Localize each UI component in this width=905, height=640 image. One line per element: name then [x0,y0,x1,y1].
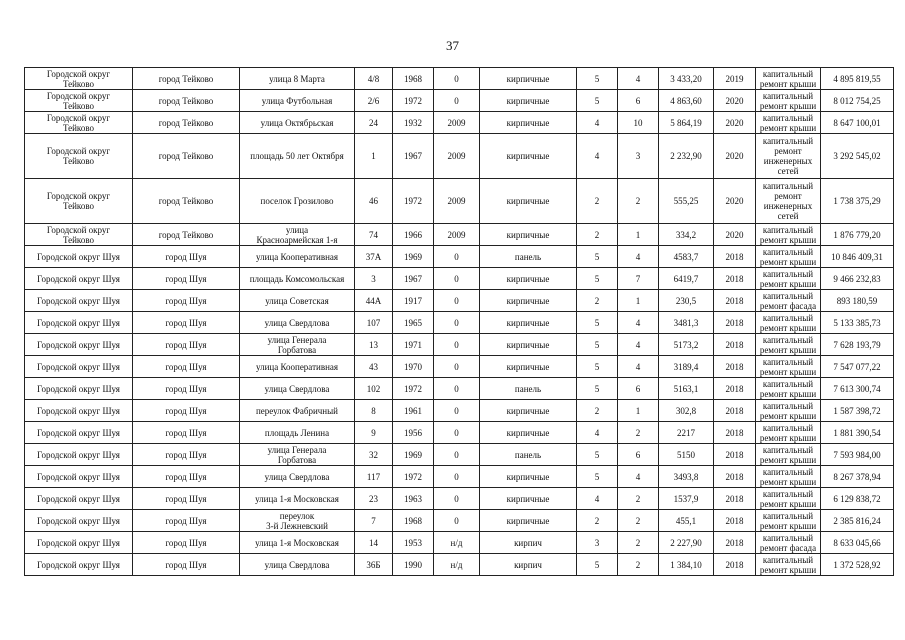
table-row [25,134,894,179]
cell-house-number: 13 [355,334,393,356]
cell-entrances: 4 [618,334,659,356]
cell-floors: 2 [577,179,618,224]
cell-floors: 2 [577,510,618,532]
cell-year-last-repair: н/д [434,532,480,554]
cell-locality: город Шуя [133,312,240,334]
table-row [25,224,894,246]
cell-locality: город Тейково [133,224,240,246]
cell-locality: город Тейково [133,112,240,134]
cell-cost: 10 846 409,31 [821,246,894,268]
cell-locality: город Шуя [133,488,240,510]
cell-entrances: 1 [618,290,659,312]
cell-entrances: 4 [618,356,659,378]
cell-cost: 8 267 378,94 [821,466,894,488]
cell-work-type: капитальный ремонт крыши [756,554,821,576]
cell-street: улица Октябрьская [240,112,355,134]
cell-locality: город Шуя [133,422,240,444]
cell-plan-year: 2020 [714,179,756,224]
cell-entrances: 4 [618,68,659,90]
cell-floors: 4 [577,488,618,510]
cell-work-type: капитальный ремонт крыши [756,112,821,134]
cell-cost: 4 895 819,55 [821,68,894,90]
cell-year-built: 1966 [393,224,434,246]
cell-cost: 1 881 390,54 [821,422,894,444]
cell-work-type: капитальный ремонт крыши [756,334,821,356]
cell-street: улица Кооперативная [240,356,355,378]
cell-municipality: Городской округ Шуя [25,356,133,378]
cell-year-last-repair: 0 [434,378,480,400]
cell-street: улица Футбольная [240,90,355,112]
cell-cost: 1 372 528,92 [821,554,894,576]
table-row [25,312,894,334]
table-body [25,68,894,576]
cell-year-built: 1971 [393,334,434,356]
cell-cost: 3 292 545,02 [821,134,894,179]
cell-plan-year: 2018 [714,466,756,488]
cell-locality: город Тейково [133,134,240,179]
cell-area: 3189,4 [659,356,714,378]
cell-work-type: капитальный ремонт крыши [756,268,821,290]
cell-plan-year: 2018 [714,312,756,334]
cell-plan-year: 2018 [714,246,756,268]
cell-street: переулок Фабричный [240,400,355,422]
cell-year-last-repair: 2009 [434,134,480,179]
cell-municipality: Городской округ Тейково [25,90,133,112]
cell-cost: 8 012 754,25 [821,90,894,112]
cell-work-type: капитальный ремонт крыши [756,246,821,268]
cell-plan-year: 2018 [714,554,756,576]
cell-area: 455,1 [659,510,714,532]
cell-wall-material: кирпичные [480,224,577,246]
cell-floors: 2 [577,400,618,422]
cell-house-number: 44А [355,290,393,312]
cell-locality: город Шуя [133,378,240,400]
table-row [25,378,894,400]
cell-house-number: 32 [355,444,393,466]
cell-wall-material: кирпичные [480,179,577,224]
cell-floors: 5 [577,554,618,576]
cell-year-last-repair: 0 [434,334,480,356]
cell-house-number: 14 [355,532,393,554]
cell-plan-year: 2020 [714,90,756,112]
table-row [25,444,894,466]
cell-wall-material: кирпичные [480,290,577,312]
cell-floors: 5 [577,246,618,268]
cell-floors: 5 [577,444,618,466]
cell-wall-material: кирпич [480,554,577,576]
table-row [25,422,894,444]
cell-year-built: 1956 [393,422,434,444]
cell-cost: 7 547 077,22 [821,356,894,378]
cell-work-type: капитальный ремонт крыши [756,510,821,532]
cell-work-type: капитальный ремонт крыши [756,378,821,400]
cell-year-built: 1953 [393,532,434,554]
cell-floors: 2 [577,224,618,246]
cell-area: 2217 [659,422,714,444]
cell-area: 5150 [659,444,714,466]
cell-municipality: Городской округ Шуя [25,290,133,312]
cell-entrances: 6 [618,90,659,112]
cell-plan-year: 2018 [714,510,756,532]
cell-municipality: Городской округ Шуя [25,334,133,356]
cell-house-number: 102 [355,378,393,400]
cell-year-built: 1972 [393,179,434,224]
cell-cost: 1 738 375,29 [821,179,894,224]
table-row [25,488,894,510]
cell-house-number: 74 [355,224,393,246]
cell-floors: 3 [577,532,618,554]
cell-locality: город Шуя [133,400,240,422]
cell-municipality: Городской округ Шуя [25,400,133,422]
cell-street: улица Свердлова [240,554,355,576]
cell-work-type: капитальный ремонт крыши [756,400,821,422]
cell-floors: 4 [577,134,618,179]
cell-entrances: 2 [618,179,659,224]
cell-street: улица Красноармейская 1-я [240,224,355,246]
cell-street: улица 1-я Московская [240,532,355,554]
cell-work-type: капитальный ремонт крыши [756,90,821,112]
cell-year-built: 1968 [393,68,434,90]
cell-wall-material: панель [480,378,577,400]
cell-house-number: 7 [355,510,393,532]
cell-plan-year: 2020 [714,224,756,246]
cell-work-type: капитальный ремонт крыши [756,224,821,246]
cell-municipality: Городской округ Тейково [25,224,133,246]
cell-year-built: 1972 [393,90,434,112]
cell-municipality: Городской округ Тейково [25,68,133,90]
cell-wall-material: кирпичные [480,400,577,422]
cell-plan-year: 2018 [714,422,756,444]
cell-street: поселок Грозилово [240,179,355,224]
cell-year-last-repair: 2009 [434,179,480,224]
cell-work-type: капитальный ремонт фасада [756,532,821,554]
cell-year-built: 1967 [393,268,434,290]
cell-area: 1537,9 [659,488,714,510]
cell-area: 5173,2 [659,334,714,356]
cell-year-last-repair: 0 [434,312,480,334]
cell-locality: город Шуя [133,356,240,378]
cell-municipality: Городской округ Шуя [25,422,133,444]
cell-year-last-repair: 0 [434,268,480,290]
cell-entrances: 2 [618,554,659,576]
cell-area: 555,25 [659,179,714,224]
cell-work-type: капитальный ремонт крыши [756,466,821,488]
cell-floors: 4 [577,112,618,134]
cell-floors: 5 [577,68,618,90]
cell-street: улица Свердлова [240,378,355,400]
cell-house-number: 24 [355,112,393,134]
cell-year-built: 1917 [393,290,434,312]
cell-year-last-repair: 0 [434,68,480,90]
cell-plan-year: 2019 [714,68,756,90]
cell-municipality: Городской округ Шуя [25,246,133,268]
cell-work-type: капитальный ремонт крыши [756,356,821,378]
table-row [25,179,894,224]
cell-cost: 1 876 779,20 [821,224,894,246]
cell-year-last-repair: 0 [434,290,480,312]
cell-cost: 7 593 984,00 [821,444,894,466]
cell-municipality: Городской округ Шуя [25,554,133,576]
cell-entrances: 6 [618,378,659,400]
cell-plan-year: 2018 [714,334,756,356]
cell-municipality: Городской округ Шуя [25,466,133,488]
page-number: 37 [446,38,459,53]
cell-house-number: 37А [355,246,393,268]
cell-municipality: Городской округ Шуя [25,268,133,290]
cell-year-built: 1972 [393,466,434,488]
cell-floors: 5 [577,334,618,356]
cell-wall-material: кирпичные [480,488,577,510]
cell-area: 6419,7 [659,268,714,290]
cell-cost: 7 613 300,74 [821,378,894,400]
cell-plan-year: 2018 [714,444,756,466]
cell-floors: 2 [577,290,618,312]
cell-wall-material: кирпичные [480,334,577,356]
cell-municipality: Городской округ Тейково [25,112,133,134]
table-row [25,356,894,378]
cell-municipality: Городской округ Шуя [25,532,133,554]
cell-street: переулок 3-й Лежневский [240,510,355,532]
table-row [25,112,894,134]
cell-year-last-repair: 0 [434,466,480,488]
cell-house-number: 117 [355,466,393,488]
cell-plan-year: 2018 [714,532,756,554]
cell-house-number: 9 [355,422,393,444]
cell-house-number: 3 [355,268,393,290]
table-row [25,466,894,488]
cell-year-built: 1963 [393,488,434,510]
cell-locality: город Тейково [133,68,240,90]
cell-entrances: 2 [618,510,659,532]
cell-entrances: 4 [618,246,659,268]
cell-work-type: капитальный ремонт крыши [756,444,821,466]
cell-house-number: 23 [355,488,393,510]
cell-area: 3481,3 [659,312,714,334]
cell-house-number: 36Б [355,554,393,576]
cell-locality: город Тейково [133,179,240,224]
cell-street: улица Советская [240,290,355,312]
cell-year-built: 1969 [393,246,434,268]
cell-house-number: 2/6 [355,90,393,112]
cell-plan-year: 2018 [714,488,756,510]
cell-locality: город Тейково [133,90,240,112]
cell-entrances: 1 [618,400,659,422]
cell-area: 2 232,90 [659,134,714,179]
cell-floors: 5 [577,356,618,378]
cell-municipality: Городской округ Шуя [25,312,133,334]
cell-locality: город Шуя [133,268,240,290]
table-row [25,90,894,112]
cell-wall-material: кирпичные [480,68,577,90]
cell-year-last-repair: 0 [434,488,480,510]
cell-floors: 5 [577,90,618,112]
cell-cost: 8 633 045,66 [821,532,894,554]
table-row [25,400,894,422]
cell-year-last-repair: 0 [434,422,480,444]
cell-year-last-repair: 0 [434,246,480,268]
cell-entrances: 2 [618,422,659,444]
cell-year-last-repair: н/д [434,554,480,576]
cell-area: 5163,1 [659,378,714,400]
cell-year-built: 1970 [393,356,434,378]
housing-repair-table [24,67,894,576]
cell-house-number: 107 [355,312,393,334]
cell-locality: город Шуя [133,444,240,466]
cell-area: 302,8 [659,400,714,422]
cell-wall-material: кирпичные [480,90,577,112]
cell-area: 4 863,60 [659,90,714,112]
cell-area: 2 227,90 [659,532,714,554]
cell-cost: 8 647 100,01 [821,112,894,134]
cell-street: улица Генерала Горбатова [240,334,355,356]
cell-work-type: капитальный ремонт крыши [756,488,821,510]
cell-plan-year: 2018 [714,356,756,378]
table-row [25,510,894,532]
cell-year-built: 1968 [393,510,434,532]
cell-work-type: капитальный ремонт крыши [756,68,821,90]
cell-year-built: 1972 [393,378,434,400]
cell-work-type: капитальный ремонт крыши [756,422,821,444]
cell-house-number: 43 [355,356,393,378]
table-row [25,532,894,554]
cell-cost: 6 129 838,72 [821,488,894,510]
cell-floors: 5 [577,268,618,290]
cell-wall-material: кирпичные [480,510,577,532]
cell-floors: 5 [577,378,618,400]
cell-year-last-repair: 0 [434,90,480,112]
cell-cost: 7 628 193,79 [821,334,894,356]
cell-street: улица Свердлова [240,312,355,334]
cell-year-last-repair: 0 [434,400,480,422]
cell-year-built: 1961 [393,400,434,422]
table-row [25,334,894,356]
cell-work-type: капитальный ремонт крыши [756,312,821,334]
cell-locality: город Шуя [133,532,240,554]
cell-area: 230,5 [659,290,714,312]
cell-plan-year: 2018 [714,290,756,312]
cell-cost: 1 587 398,72 [821,400,894,422]
cell-year-built: 1967 [393,134,434,179]
cell-municipality: Городской округ Тейково [25,179,133,224]
cell-plan-year: 2020 [714,112,756,134]
cell-municipality: Городской округ Шуя [25,488,133,510]
cell-entrances: 4 [618,312,659,334]
cell-area: 5 864,19 [659,112,714,134]
cell-entrances: 2 [618,532,659,554]
table-row [25,68,894,90]
cell-year-last-repair: 0 [434,444,480,466]
cell-street: улица Кооперативная [240,246,355,268]
cell-floors: 4 [577,422,618,444]
cell-work-type: капитальный ремонт инженерных сетей [756,179,821,224]
cell-street: улица Генерала Горбатова [240,444,355,466]
cell-wall-material: кирпичные [480,422,577,444]
cell-house-number: 46 [355,179,393,224]
table-row [25,268,894,290]
cell-locality: город Шуя [133,334,240,356]
cell-floors: 5 [577,466,618,488]
table-row [25,246,894,268]
cell-year-last-repair: 2009 [434,224,480,246]
cell-cost: 5 133 385,73 [821,312,894,334]
cell-entrances: 7 [618,268,659,290]
cell-cost: 9 466 232,83 [821,268,894,290]
cell-entrances: 1 [618,224,659,246]
cell-municipality: Городской округ Тейково [25,134,133,179]
cell-wall-material: кирпичные [480,134,577,179]
cell-area: 334,2 [659,224,714,246]
cell-locality: город Шуя [133,510,240,532]
cell-street: улица 1-я Московская [240,488,355,510]
cell-year-last-repair: 0 [434,356,480,378]
cell-street: улица 8 Марта [240,68,355,90]
cell-entrances: 4 [618,466,659,488]
cell-locality: город Шуя [133,466,240,488]
cell-year-built: 1965 [393,312,434,334]
cell-wall-material: панель [480,246,577,268]
cell-house-number: 4/8 [355,68,393,90]
cell-locality: город Шуя [133,246,240,268]
cell-year-built: 1932 [393,112,434,134]
cell-wall-material: кирпичные [480,356,577,378]
cell-plan-year: 2018 [714,378,756,400]
cell-area: 3 433,20 [659,68,714,90]
table-row [25,290,894,312]
cell-entrances: 2 [618,488,659,510]
cell-street: площадь 50 лет Октября [240,134,355,179]
cell-house-number: 1 [355,134,393,179]
cell-year-built: 1969 [393,444,434,466]
cell-work-type: капитальный ремонт фасада [756,290,821,312]
cell-locality: город Шуя [133,290,240,312]
cell-municipality: Городской округ Шуя [25,444,133,466]
cell-year-last-repair: 0 [434,510,480,532]
cell-plan-year: 2018 [714,400,756,422]
cell-wall-material: кирпичные [480,268,577,290]
cell-wall-material: кирпичные [480,466,577,488]
cell-work-type: капитальный ремонт инженерных сетей [756,134,821,179]
cell-entrances: 3 [618,134,659,179]
cell-street: улица Свердлова [240,466,355,488]
cell-wall-material: кирпичные [480,312,577,334]
cell-municipality: Городской округ Шуя [25,510,133,532]
cell-floors: 5 [577,312,618,334]
cell-year-built: 1990 [393,554,434,576]
cell-entrances: 10 [618,112,659,134]
cell-wall-material: кирпичные [480,112,577,134]
cell-wall-material: кирпич [480,532,577,554]
cell-plan-year: 2020 [714,134,756,179]
table-row [25,554,894,576]
cell-area: 1 384,10 [659,554,714,576]
cell-house-number: 8 [355,400,393,422]
cell-cost: 2 385 816,24 [821,510,894,532]
cell-area: 4583,7 [659,246,714,268]
cell-locality: город Шуя [133,554,240,576]
cell-wall-material: панель [480,444,577,466]
cell-street: площадь Комсомольская [240,268,355,290]
cell-plan-year: 2018 [714,268,756,290]
cell-street: площадь Ленина [240,422,355,444]
cell-year-last-repair: 2009 [434,112,480,134]
cell-entrances: 6 [618,444,659,466]
cell-area: 3493,8 [659,466,714,488]
cell-municipality: Городской округ Шуя [25,378,133,400]
cell-cost: 893 180,59 [821,290,894,312]
